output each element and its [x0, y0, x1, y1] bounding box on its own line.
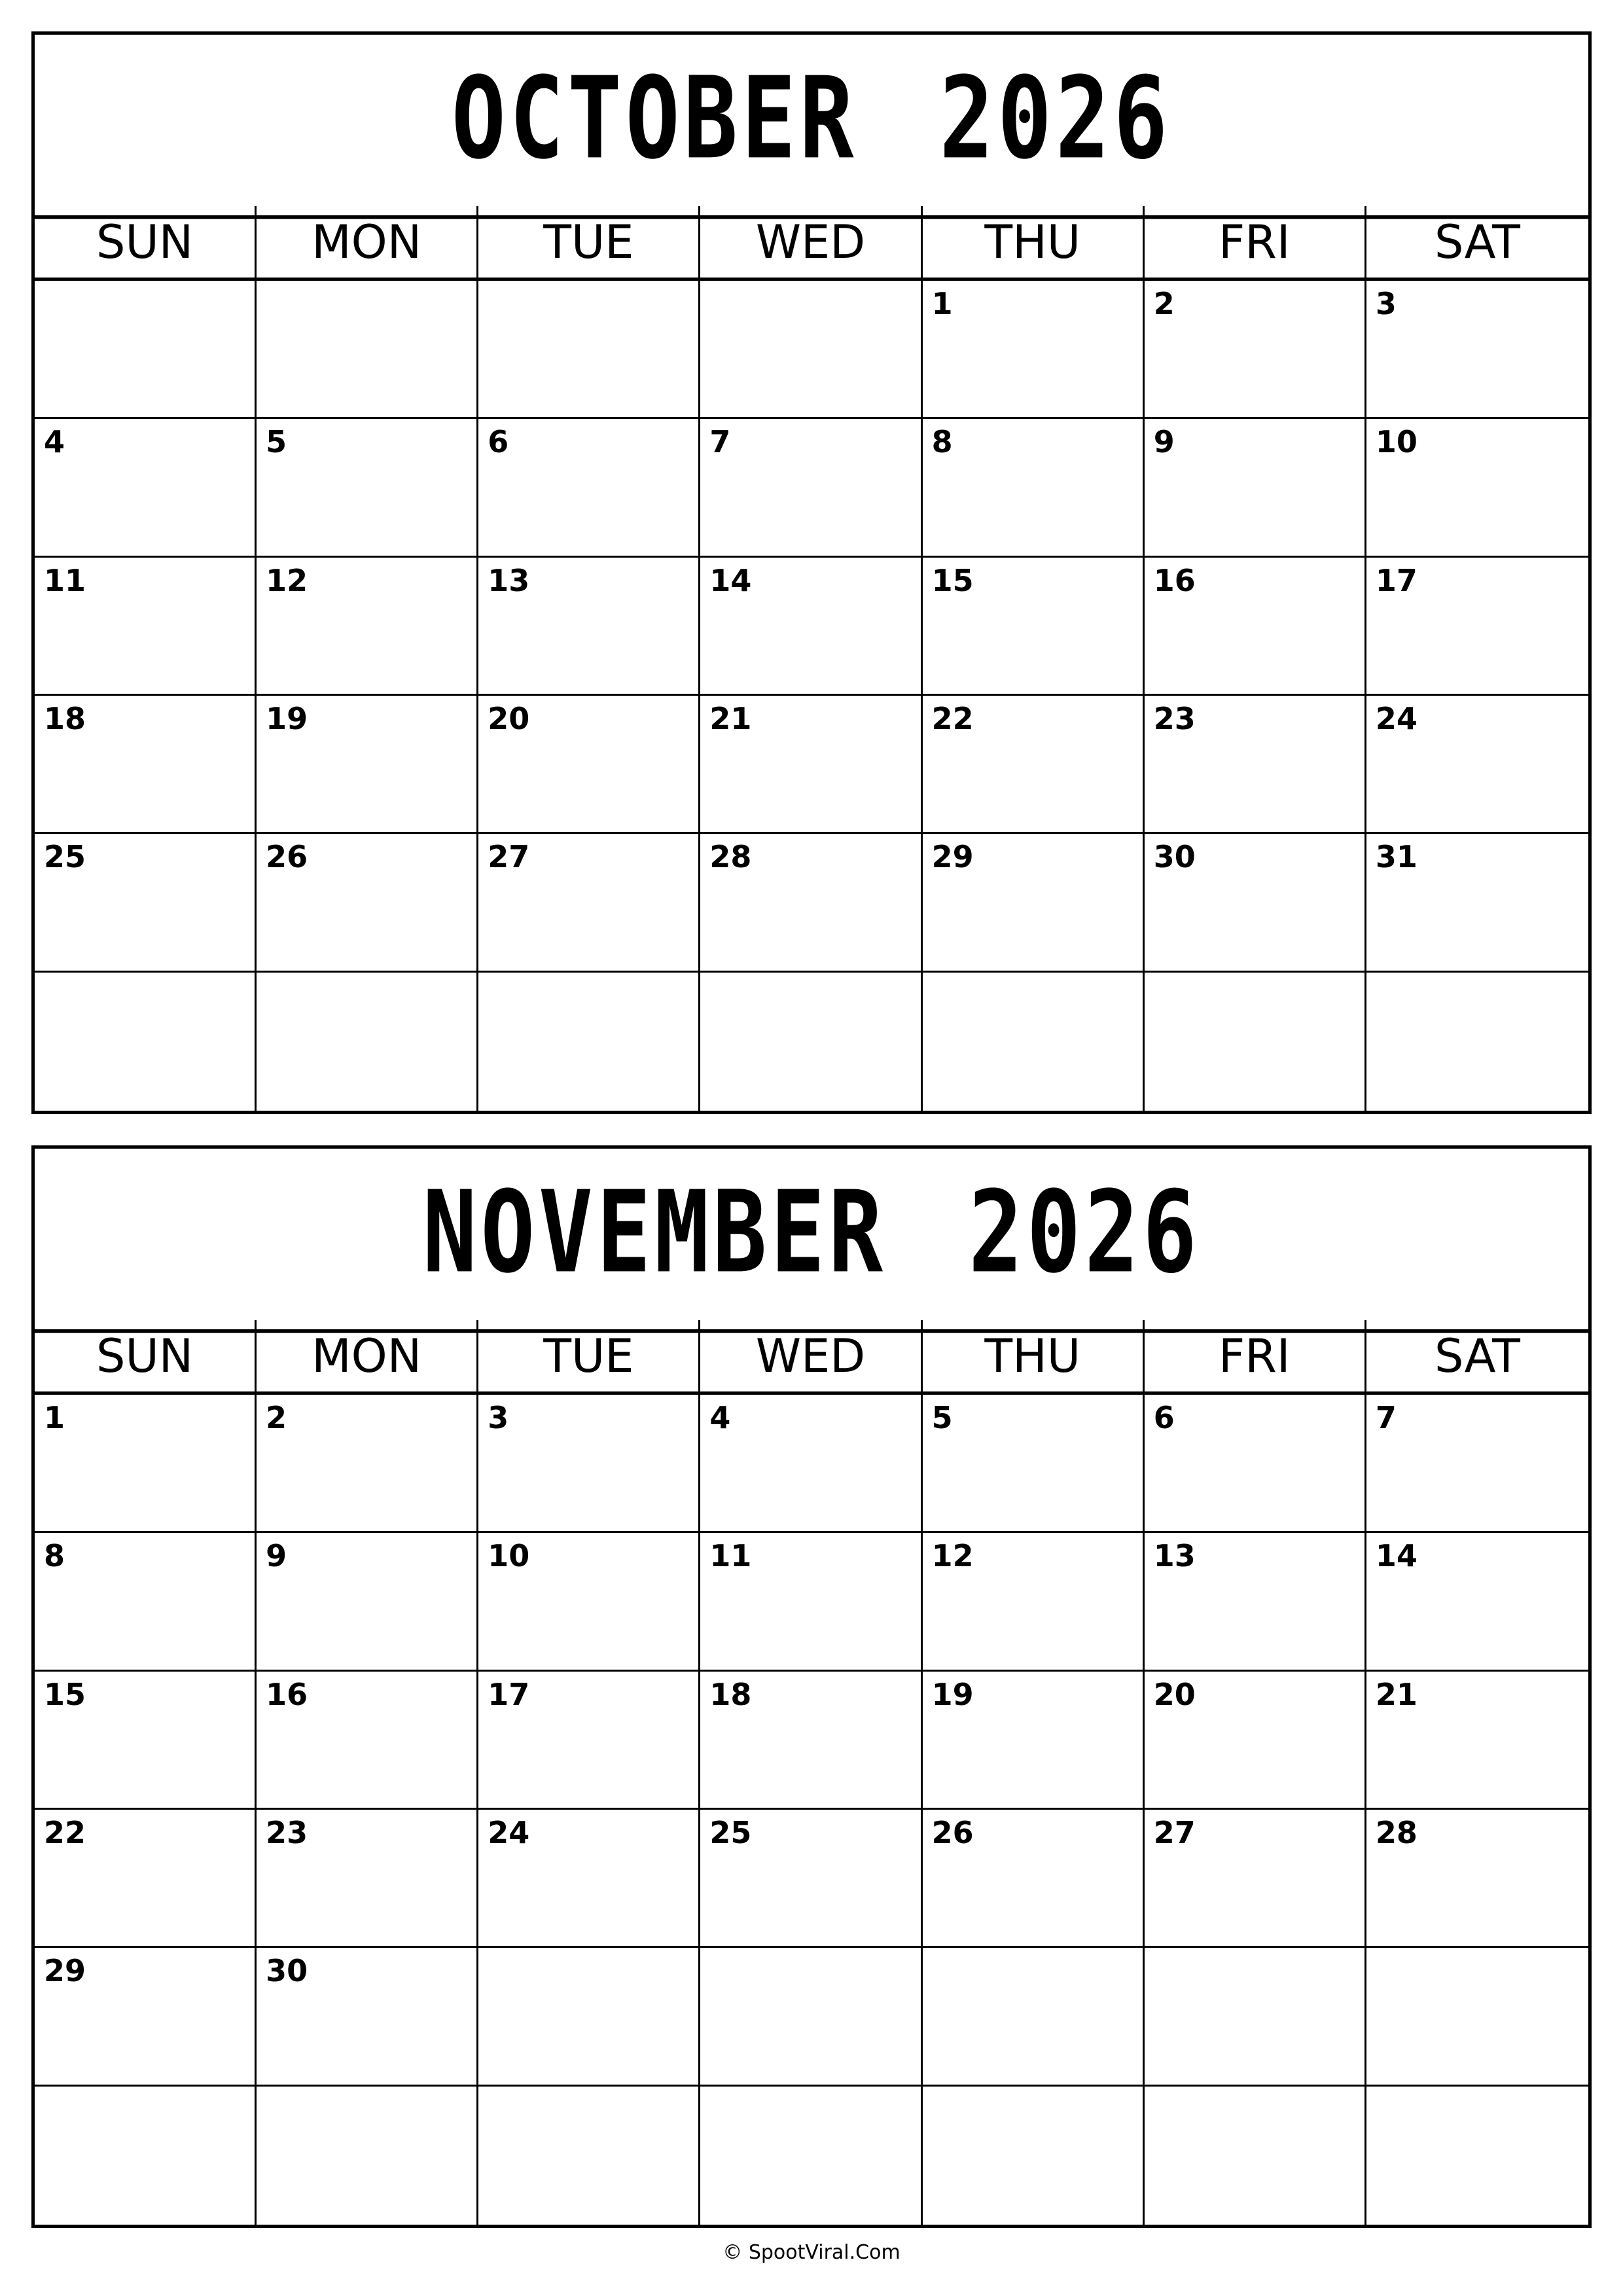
- day-number: 19: [931, 1676, 974, 1712]
- day-cell: [700, 281, 922, 419]
- day-number: 3: [488, 1400, 509, 1435]
- day-cell: [1366, 973, 1588, 1111]
- days-grid: [35, 281, 1588, 1111]
- day-number: 10: [488, 1538, 530, 1574]
- day-number: 29: [931, 839, 974, 875]
- day-cell: [923, 558, 1145, 696]
- day-cell: [700, 1948, 922, 2086]
- day-cell: [35, 281, 257, 419]
- day-cell: [923, 696, 1145, 834]
- day-number: 28: [1375, 1814, 1418, 1850]
- day-cell: [257, 1672, 478, 1810]
- calendar-november: [31, 1145, 1592, 2228]
- day-cell: [35, 1948, 257, 2086]
- day-number: 13: [1153, 1538, 1196, 1574]
- day-number: 27: [488, 839, 530, 875]
- day-cell: [35, 834, 257, 972]
- weekday-fri: FRI: [1145, 206, 1366, 278]
- day-number: 30: [266, 1953, 308, 1989]
- day-cell: [1366, 834, 1588, 972]
- day-cell: [478, 1948, 700, 2086]
- day-cell: [478, 1395, 700, 1533]
- day-number: 27: [1153, 1814, 1196, 1850]
- weekday-tue: TUE: [478, 206, 700, 278]
- weekday-fri: FRI: [1145, 1320, 1366, 1391]
- day-cell: [35, 1810, 257, 1948]
- day-number: 24: [488, 1814, 530, 1850]
- day-number: 17: [1375, 562, 1418, 598]
- day-number: 20: [1153, 1676, 1196, 1712]
- day-cell: [257, 1533, 478, 1671]
- day-number: 8: [931, 424, 953, 460]
- weekday-sat: SAT: [1434, 1329, 1520, 1383]
- day-number: 21: [709, 700, 752, 736]
- day-cell: [478, 1672, 700, 1810]
- footer-credit: © SpootViral.Com: [722, 2241, 901, 2264]
- day-cell: [1366, 2087, 1588, 2225]
- day-number: 26: [931, 1814, 974, 1850]
- day-cell: [478, 419, 700, 557]
- calendar-october: [31, 31, 1592, 1114]
- day-cell: [700, 1533, 922, 1671]
- day-cell: [35, 558, 257, 696]
- day-cell: [35, 696, 257, 834]
- day-cell: [35, 1395, 257, 1533]
- day-cell: [1145, 1810, 1366, 1948]
- day-cell: [35, 2087, 257, 2225]
- day-number: 14: [1375, 1538, 1418, 1574]
- day-number: 18: [44, 700, 86, 736]
- day-number: 20: [488, 700, 530, 736]
- day-cell: [478, 1533, 700, 1671]
- day-cell: [257, 696, 478, 834]
- day-cell: [257, 1810, 478, 1948]
- day-cell: [923, 973, 1145, 1111]
- day-number: 2: [1153, 286, 1175, 321]
- day-number: 7: [709, 424, 731, 460]
- day-cell: [35, 1672, 257, 1810]
- day-cell: [923, 281, 1145, 419]
- day-cell: [1366, 1948, 1588, 2086]
- day-cell: [35, 419, 257, 557]
- day-number: 6: [488, 424, 509, 460]
- day-cell: [257, 973, 478, 1111]
- day-number: 26: [266, 839, 308, 875]
- day-cell: [257, 419, 478, 557]
- day-number: 25: [44, 839, 86, 875]
- day-number: 1: [44, 1400, 65, 1435]
- day-cell: [1145, 696, 1366, 834]
- day-cell: [478, 834, 700, 972]
- day-cell: [700, 973, 922, 1111]
- day-cell: [35, 1533, 257, 1671]
- day-cell: [478, 1810, 700, 1948]
- day-number: 5: [931, 1400, 953, 1435]
- day-number: 4: [709, 1400, 731, 1435]
- day-cell: [257, 1395, 478, 1533]
- day-cell: [1366, 696, 1588, 834]
- day-number: 8: [44, 1538, 65, 1574]
- day-cell: [923, 2087, 1145, 2225]
- day-cell: [257, 281, 478, 419]
- day-number: 11: [44, 562, 86, 598]
- day-cell: [1145, 1533, 1366, 1671]
- day-cell: [1145, 1948, 1366, 2086]
- day-cell: [923, 1533, 1145, 1671]
- weekday-wed: WED: [700, 1320, 922, 1391]
- day-cell: [257, 1948, 478, 2086]
- day-number: 3: [1375, 286, 1397, 321]
- day-cell: [1366, 1533, 1588, 1671]
- day-cell: [700, 419, 922, 557]
- day-cell: [1145, 1395, 1366, 1533]
- day-cell: [257, 834, 478, 972]
- day-number: 12: [266, 562, 308, 598]
- day-number: 15: [44, 1676, 86, 1712]
- day-cell: [700, 2087, 922, 2225]
- weekday-sun: SUN: [35, 206, 257, 278]
- day-cell: [478, 558, 700, 696]
- day-cell: [257, 2087, 478, 2225]
- weekday-mon: MON: [257, 1320, 478, 1391]
- day-number: 22: [931, 700, 974, 736]
- weekday-wed: WED: [700, 206, 922, 278]
- day-cell: [1145, 2087, 1366, 2225]
- day-cell: [1366, 1395, 1588, 1533]
- day-number: 13: [488, 562, 530, 598]
- day-number: 22: [44, 1814, 86, 1850]
- day-cell: [923, 1810, 1145, 1948]
- day-number: 11: [709, 1538, 752, 1574]
- day-number: 7: [1375, 1400, 1397, 1435]
- weekday-thu: THU: [923, 1320, 1145, 1391]
- day-number: 28: [709, 839, 752, 875]
- day-number: 4: [44, 424, 65, 460]
- day-cell: [1145, 834, 1366, 972]
- day-cell: [700, 696, 922, 834]
- day-cell: [700, 834, 922, 972]
- day-number: 10: [1375, 424, 1418, 460]
- day-number: 16: [1153, 562, 1196, 598]
- day-number: 23: [1153, 700, 1196, 736]
- day-cell: [478, 973, 700, 1111]
- weekday-mon: MON: [257, 206, 478, 278]
- day-number: 24: [1375, 700, 1418, 736]
- day-cell: [35, 973, 257, 1111]
- day-cell: [478, 281, 700, 419]
- day-cell: [257, 558, 478, 696]
- day-cell: [700, 1810, 922, 1948]
- day-number: 30: [1153, 839, 1196, 875]
- day-number: 2: [266, 1400, 287, 1435]
- day-number: 29: [44, 1953, 86, 1989]
- day-number: 17: [488, 1676, 530, 1712]
- day-cell: [700, 1395, 922, 1533]
- days-grid: [35, 1395, 1588, 2225]
- month-title: OCTOBER 2026: [35, 22, 1588, 219]
- day-cell: [478, 2087, 700, 2225]
- day-number: 9: [266, 1538, 287, 1574]
- day-cell: [1366, 1672, 1588, 1810]
- day-cell: [923, 419, 1145, 557]
- day-cell: [923, 1948, 1145, 2086]
- day-cell: [700, 1672, 922, 1810]
- day-cell: [923, 834, 1145, 972]
- weekday-sun: SUN: [35, 1320, 257, 1391]
- day-cell: [923, 1672, 1145, 1810]
- day-number: 6: [1153, 1400, 1175, 1435]
- weekday-tue: TUE: [478, 1320, 700, 1391]
- day-cell: [1366, 419, 1588, 557]
- month-title: NOVEMBER 2026: [35, 1136, 1588, 1333]
- day-cell: [923, 1395, 1145, 1533]
- day-number: 1: [931, 286, 953, 321]
- day-number: 16: [266, 1676, 308, 1712]
- day-cell: [1145, 558, 1366, 696]
- day-cell: [1366, 558, 1588, 696]
- day-number: 23: [266, 1814, 308, 1850]
- day-number: 5: [266, 424, 287, 460]
- day-cell: [1145, 419, 1366, 557]
- day-cell: [478, 696, 700, 834]
- day-number: 12: [931, 1538, 974, 1574]
- day-cell: [1145, 1672, 1366, 1810]
- day-number: 25: [709, 1814, 752, 1850]
- day-cell: [1145, 973, 1366, 1111]
- day-cell: [1145, 281, 1366, 419]
- day-cell: [1366, 1810, 1588, 1948]
- weekday-thu: THU: [923, 206, 1145, 278]
- day-number: 21: [1375, 1676, 1418, 1712]
- day-number: 18: [709, 1676, 752, 1712]
- weekday-sat: SAT: [1434, 215, 1520, 269]
- day-number: 15: [931, 562, 974, 598]
- day-number: 14: [709, 562, 752, 598]
- day-number: 19: [266, 700, 308, 736]
- day-cell: [700, 558, 922, 696]
- day-number: 31: [1375, 839, 1418, 875]
- day-cell: [1366, 281, 1588, 419]
- day-number: 9: [1153, 424, 1175, 460]
